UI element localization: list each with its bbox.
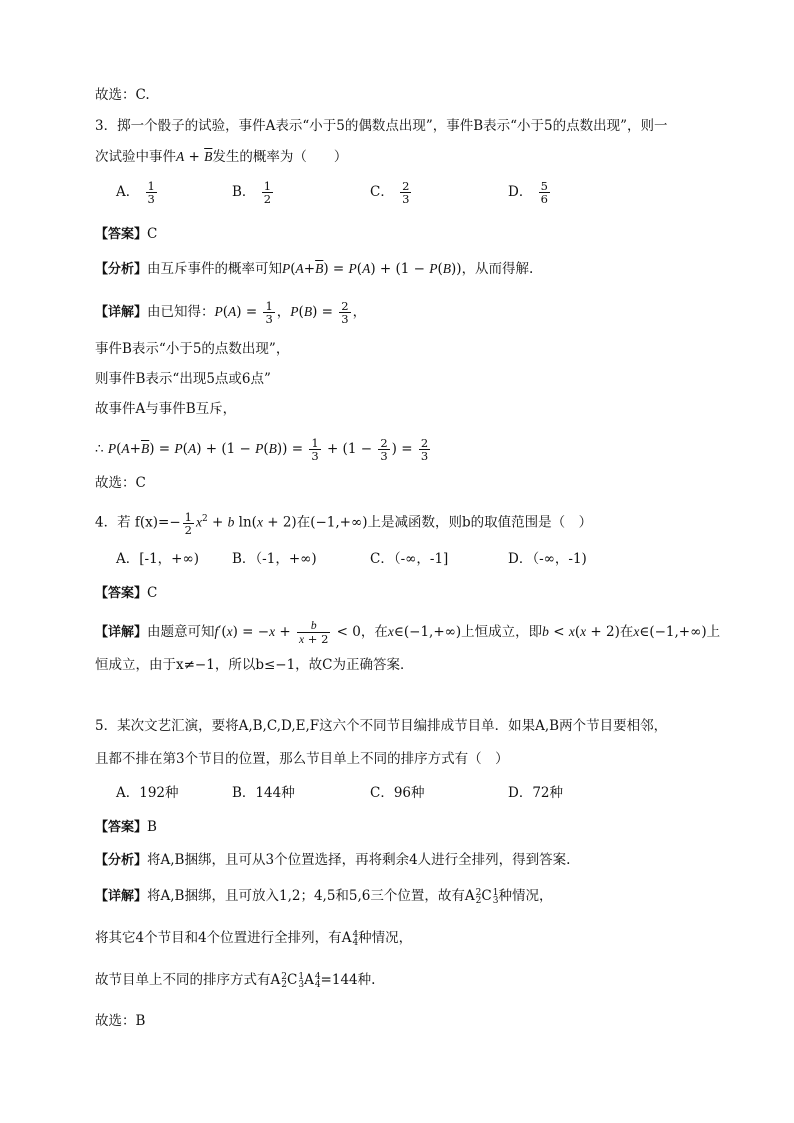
fraction: $\frac{2}{3}$ [380,436,388,463]
q5-stem-line-2: 且都不排在第3个节目的位置，那么节目单上不同的排序方式有（ ） [95,751,509,767]
q5-answer: 【答案】B [95,819,157,835]
q3-final: 故选：C [95,475,146,491]
prev-answer-line: 故选：C. [95,87,150,103]
q3-option-c: C． $\frac{2}{3}$ [370,179,410,206]
q3-formula: ∴ $P(A+\overline{B}) = P(A) + (1 - P(B))$ = $\frac{1}{3}$ + (1 − $\frac{2}{3}$ ) = $\frac{2}{3}$ [95,436,429,463]
q3-option-d: D． $\frac{5}{6}$ [508,179,548,206]
q3-stem-line-1: 3．掷一个骰子的试验，事件A表示“小于5的偶数点出现”，事件B表示“小于5的点数出现”，则一 [95,118,668,134]
q3-detail-3: 则事件B表示“出现5点或6点” [95,371,271,387]
q5-detail-2: 将其它4个节目和4个位置进行全排列，有A 4 4 种情况， [95,929,413,948]
q5-final: 故选：B [95,1013,146,1029]
q3-answer: 【答案】C [95,226,158,242]
q5-stem-line-1: 5．某次文艺汇演，要将A,B,C,D,E,F这六个不同节目编排成节目单．如果A,B两个节目要相邻， [95,718,668,734]
q5-option-c: C．96种 [370,785,425,801]
fraction: $\frac{1}{2}$ [184,509,192,537]
fraction: $\frac{1}{3}$ [311,436,319,463]
fraction: $\frac{2}{3}$ [402,179,410,206]
q3-detail-4: 故事件A与事件B互斥， [95,401,237,417]
q5-analysis: 【分析】将A,B捆绑，且可从3个位置选择，再将剩余4人进行全排列，得到答案. [95,852,571,868]
q5-option-a: A．192种 [116,785,179,801]
q4-answer: 【答案】C [95,585,158,601]
q3-stem-line-2: 次试验中事件$A + \overline{B}$发生的概率为（ ） [95,149,348,165]
q3-detail-1: 【详解】由已知得：P(A) = $\frac{1}{3}$ ，P(B) = $\frac{2}{3}$ ， [95,299,367,326]
q3-detail-2: 事件B表示“小于5的点数出现”， [95,341,290,357]
q4-stem: 4．若 f(x)=− $\frac{1}{2}$ $x^2 + b$ ln(x + 2)在(−1,+∞)上是减函数，则b的取值范围是（ ） [95,509,593,537]
q4-option-b: B．（-1，+∞) [232,551,317,567]
q4-option-c: C．（-∞，-1] [370,551,449,567]
q4-option-d: D．（-∞，-1) [508,551,587,567]
q4-detail-2: 恒成立，由于x≠−1，所以b≤−1，故C为正确答案． [95,657,414,673]
q5-option-d: D．72种 [508,785,564,801]
fraction: $\frac{1}{3}$ [147,179,155,206]
q5-option-b: B．144种 [232,785,295,801]
fraction: $\frac{2}{3}$ [420,436,429,463]
q3-option-a: A． $\frac{1}{3}$ [116,179,155,206]
q3-option-b: B． $\frac{1}{2}$ [232,179,272,206]
fraction: $\frac{1}{3}$ [265,299,273,326]
q4-option-a: A．[-1，+∞) [116,551,199,567]
fraction: $\frac{b}{x + 2}$ [299,620,329,646]
q3-analysis: 【分析】由互斥事件的概率可知$P(A+\overline{B}) = P(A) + (1 - P(B))$，从而得解. [95,261,534,277]
fraction: $\frac{5}{6}$ [540,179,548,206]
fraction: $\frac{2}{3}$ [341,299,349,326]
q5-detail-1: 【详解】将A,B捆绑，且可放入1,2；4,5和5,6三个位置，故有A 2 2 C 1 3 种情况， [95,887,553,906]
q4-detail-1: 【详解】由题意可知f′(x) = −x + $\frac{b}{x + 2}$ < 0，在x∈(−1,+∞)上恒成立，即b < x(x + 2)在x∈(−1,+∞)上 [95,620,721,646]
q5-detail-3: 故节目单上不同的排序方式有A 2 2 C 1 3 A 4 4 =144种. [95,971,376,990]
fraction: $\frac{1}{2}$ [263,179,272,206]
